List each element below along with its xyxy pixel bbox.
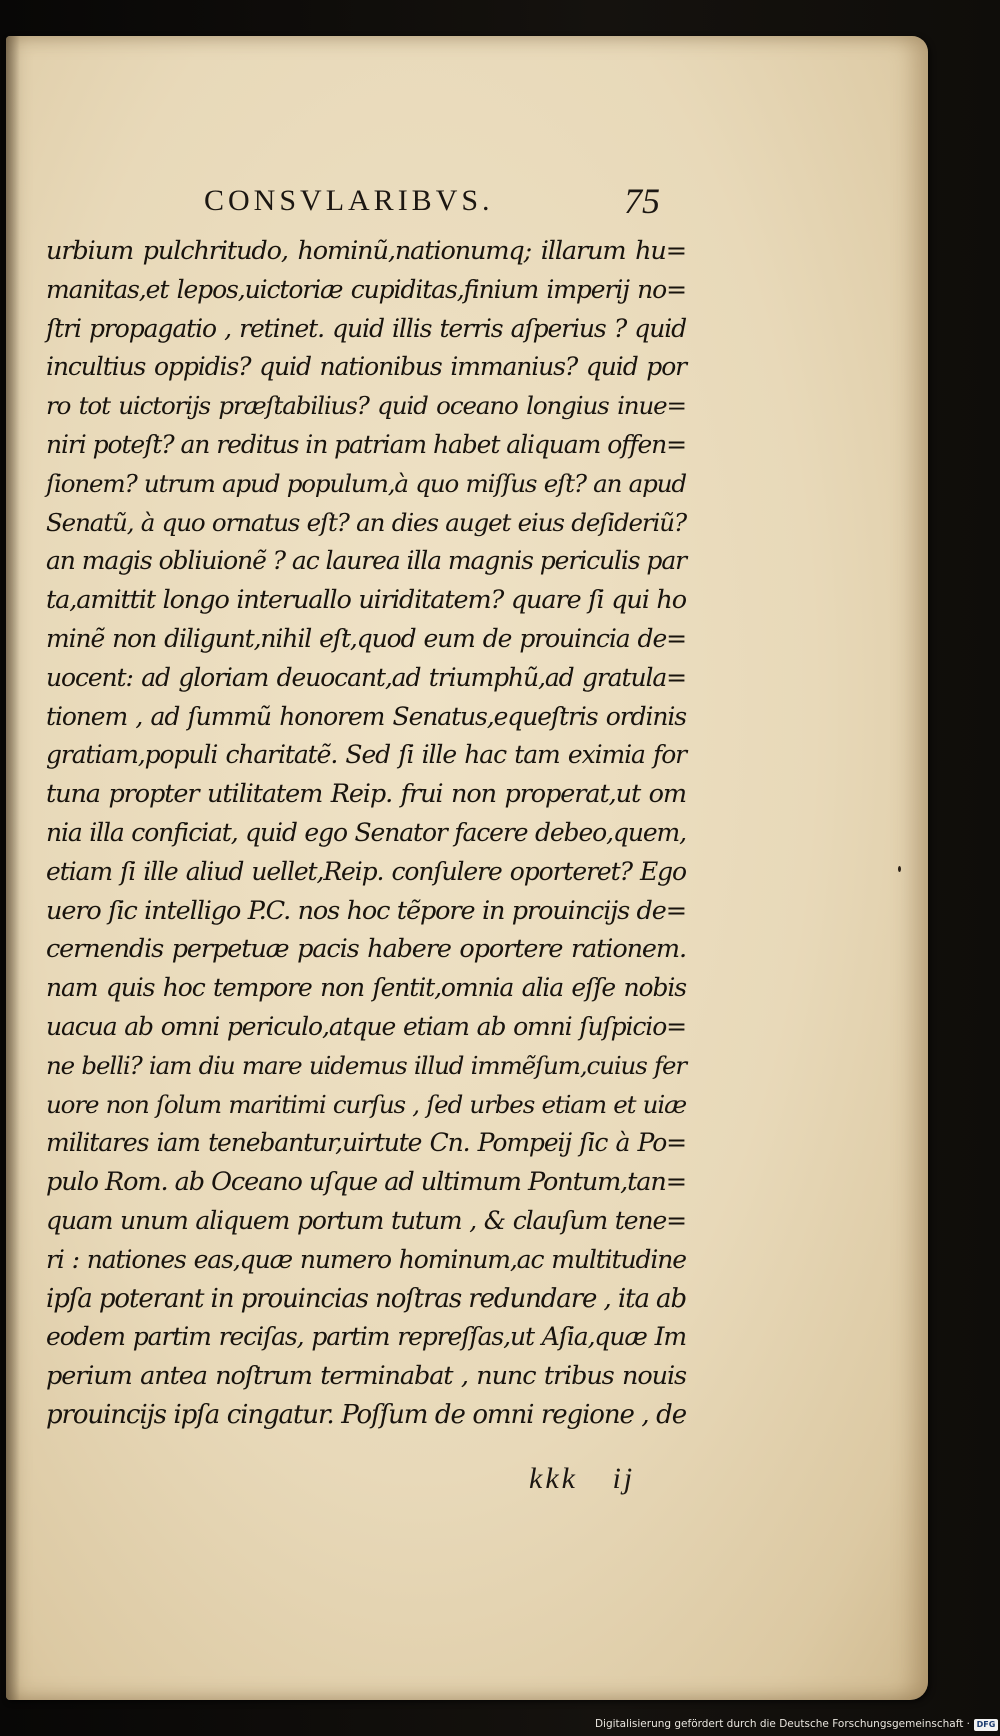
text-line: quam unum aliquem portum tutum , & clauſum tene= xyxy=(46,1205,686,1235)
text-line: eodem partim reciſas, partim repreſſas,ut Aſia,quæ Im xyxy=(46,1322,686,1352)
text-line: Senatũ, à quo ornatus eſt? an dies auget eius deſideriũ? xyxy=(46,507,686,537)
text-line: etiam ſi ille aliud uellet,Reip. conſulere oporteret? Ego xyxy=(46,856,686,886)
text-line: perium antea noſtrum terminabat , nunc tribus nouis xyxy=(46,1361,686,1392)
page-gutter-shadow xyxy=(6,36,20,1700)
footer-bar xyxy=(0,1716,1000,1736)
text-line: nam quis hoc tempore non ſentit,omnia alia eſſe nobis xyxy=(46,973,686,1003)
text-line: gratiam,populi charitatẽ. Sed ſi ille hac tam eximia for xyxy=(46,740,686,770)
text-line: militares iam tenebantur,uirtute Cn. Pompeij ſic à Po= xyxy=(46,1128,686,1158)
text-line: nia illa conficiat, quid ego Senator facere debeo,quem, xyxy=(46,817,686,847)
text-line: pulo Rom. ab Oceano uſque ad ultimum Pontum,tan= xyxy=(46,1167,686,1198)
text-line: ne belli? iam diu mare uidemus illud immẽſum,cuius fer xyxy=(46,1050,686,1080)
text-line: ta,amittit longo interuallo uiriditatem? quare ſi qui ho xyxy=(46,585,686,616)
text-line: uero ſic intelligo P.C. nos hoc tẽpore in prouincijs de= xyxy=(46,895,686,926)
text-line: ro tot uictorijs præſtabilius? quid oceano longius inue= xyxy=(46,391,686,421)
text-line: niri poteſt? an reditus in patriam habet aliquam offen= xyxy=(46,429,686,459)
text-line: cernendis perpetuæ pacis habere oportere rationem. xyxy=(46,934,686,965)
signature-mark: kkk ij xyxy=(529,1462,636,1495)
running-head: CONSVLARIBVS. xyxy=(204,184,494,217)
book-page xyxy=(6,36,928,1700)
text-line: manitas,et lepos,uictoriæ cupiditas,finium imperij no= xyxy=(46,274,686,304)
text-line: ipſa poterant in prouincias noſtras redundare , ita ab xyxy=(46,1283,686,1314)
text-block xyxy=(46,232,686,1435)
folio-number: 75 xyxy=(624,181,660,221)
dfg-logo: DFG xyxy=(974,1719,998,1731)
text-line: uore non ſolum maritimi curſus , ſed urbes etiam et uiæ xyxy=(46,1089,686,1119)
footer-credit: Digitalisierung gefördert durch die Deutsche Forschungsgemeinschaft · xyxy=(594,1718,970,1730)
text-line: tionem , ad ſummũ honorem Senatus,equeſtris ordinis xyxy=(46,701,686,731)
text-line: prouincijs ipſa cingatur. Poſſum de omni regione , de xyxy=(46,1399,686,1430)
text-line: urbium pulchritudo, hominũ,nationumq; illarum hu= xyxy=(46,236,686,266)
text-line: ſionem? utrum apud populum,à quo miſſus eſt? an apud xyxy=(46,468,686,498)
text-line: minẽ non diligunt,nihil eſt,quod eum de prouincia de= xyxy=(46,623,686,653)
text-line: uocent: ad gloriam deuocant,ad triumphũ,ad gratula= xyxy=(46,662,686,692)
text-line: uacua ab omni periculo,atque etiam ab omni ſuſpicio= xyxy=(46,1011,686,1041)
ink-speck xyxy=(898,866,901,872)
text-line: incultius oppidis? quid nationibus immanius? quid por xyxy=(46,352,686,382)
text-line: tuna propter utilitatem Reip. frui non properat,ut om xyxy=(46,779,686,810)
text-line: ri : nationes eas,quæ numero hominum,ac multitudine xyxy=(46,1244,686,1274)
text-line: an magis obliuionẽ ? ac laurea illa magnis periculis par xyxy=(46,546,686,576)
page-header xyxy=(204,181,684,224)
text-line: ſtri propagatio , retinet. quid illis terris aſperius ? quid xyxy=(46,313,686,343)
